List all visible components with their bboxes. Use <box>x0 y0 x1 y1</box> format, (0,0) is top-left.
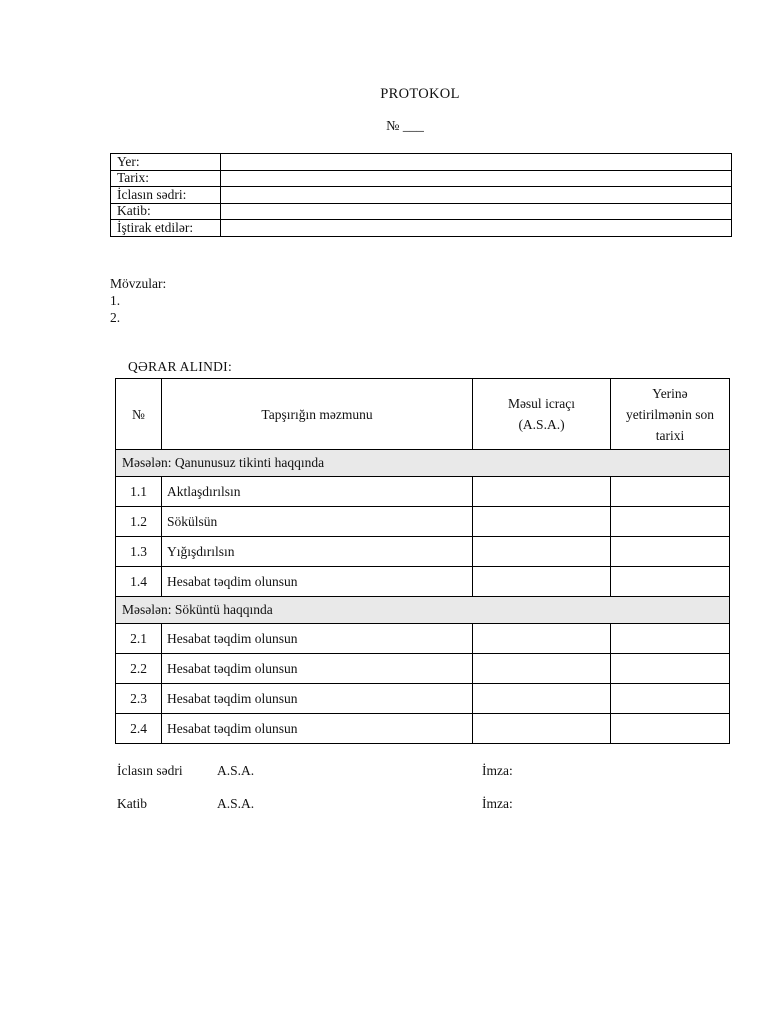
row-responsible <box>473 507 611 537</box>
signature-role: İclasın sədri <box>117 763 183 778</box>
header-deadline-line1: Yerinə <box>652 385 688 401</box>
row-responsible <box>473 477 611 507</box>
document-title: PROTOKOL <box>380 86 460 102</box>
decision-table <box>115 378 730 744</box>
row-task: Sökülsün <box>162 507 473 537</box>
row-responsible <box>473 624 611 654</box>
info-row-chair <box>111 187 732 204</box>
decision-header-row <box>116 379 730 450</box>
row-deadline <box>611 537 730 567</box>
signature-label: İmza: <box>482 796 513 811</box>
row-number: 1.2 <box>116 507 162 537</box>
protocol-number: № ___ <box>386 119 424 134</box>
row-number: 1.4 <box>116 567 162 597</box>
decision-title: QƏRAR ALINDI: <box>128 359 233 374</box>
header-deadline-line2: yetirilmənin son <box>625 406 715 422</box>
topic-item: 2. <box>110 310 121 325</box>
topics-heading: Mövzular: <box>110 276 167 291</box>
row-responsible <box>473 654 611 684</box>
info-label: Katib: <box>111 203 221 220</box>
row-number: 2.4 <box>116 714 162 744</box>
info-label: Yer: <box>111 154 221 171</box>
table-row <box>116 654 730 684</box>
header-deadline-line3: tarixi <box>655 427 685 443</box>
row-number: 1.1 <box>116 477 162 507</box>
info-label: Tarix: <box>111 170 221 187</box>
group-title: Məsələn: Söküntü haqqında <box>116 597 730 624</box>
table-row <box>116 567 730 597</box>
table-row <box>116 477 730 507</box>
row-task: Hesabat təqdim olunsun <box>162 654 473 684</box>
topics-section <box>110 275 166 326</box>
row-deadline <box>611 684 730 714</box>
signature-line-chair <box>117 763 677 796</box>
row-task: Aktlaşdırılsın <box>162 477 473 507</box>
info-row-participants <box>111 220 732 237</box>
info-value <box>221 220 732 237</box>
table-row <box>116 714 730 744</box>
header-no: № <box>116 379 162 450</box>
signature-label: İmza: <box>482 763 513 778</box>
row-responsible <box>473 537 611 567</box>
signatures-section <box>117 763 677 829</box>
topic-item: 1. <box>110 293 121 308</box>
row-task: Hesabat təqdim olunsun <box>162 567 473 597</box>
meeting-info-table <box>110 153 732 237</box>
row-deadline <box>611 624 730 654</box>
row-number: 2.1 <box>116 624 162 654</box>
signature-name: A.S.A. <box>217 796 255 811</box>
info-row-place <box>111 154 732 171</box>
info-row-secretary <box>111 203 732 220</box>
info-row-date <box>111 170 732 187</box>
group-row <box>116 597 730 624</box>
header-task: Tapşırığın məzmunu <box>162 379 473 450</box>
table-row <box>116 624 730 654</box>
row-deadline <box>611 714 730 744</box>
row-deadline <box>611 477 730 507</box>
info-value <box>221 170 732 187</box>
info-value <box>221 154 732 171</box>
info-label: İclasın sədri: <box>111 187 221 204</box>
row-task: Yığışdırılsın <box>162 537 473 567</box>
row-task: Hesabat təqdim olunsun <box>162 714 473 744</box>
row-responsible <box>473 684 611 714</box>
row-task: Hesabat təqdim olunsun <box>162 684 473 714</box>
header-responsible-line2: (A.S.A.) <box>518 417 565 432</box>
header-deadline <box>611 379 730 450</box>
table-row <box>116 507 730 537</box>
table-row <box>116 537 730 567</box>
signature-role: Katib <box>117 796 147 811</box>
row-deadline <box>611 654 730 684</box>
row-responsible <box>473 567 611 597</box>
group-row <box>116 450 730 477</box>
row-deadline <box>611 507 730 537</box>
row-number: 1.3 <box>116 537 162 567</box>
signature-line-secretary <box>117 796 677 829</box>
info-value <box>221 187 732 204</box>
info-value <box>221 203 732 220</box>
table-row <box>116 684 730 714</box>
row-number: 2.3 <box>116 684 162 714</box>
header-responsible <box>473 379 611 450</box>
row-task: Hesabat təqdim olunsun <box>162 624 473 654</box>
row-responsible <box>473 714 611 744</box>
row-number: 2.2 <box>116 654 162 684</box>
signature-name: A.S.A. <box>217 763 255 778</box>
group-title: Məsələn: Qanunusuz tikinti haqqında <box>116 450 730 477</box>
header-responsible-line1: Məsul icraçı <box>507 396 576 411</box>
info-label: İştirak etdilər: <box>111 220 221 237</box>
row-deadline <box>611 567 730 597</box>
